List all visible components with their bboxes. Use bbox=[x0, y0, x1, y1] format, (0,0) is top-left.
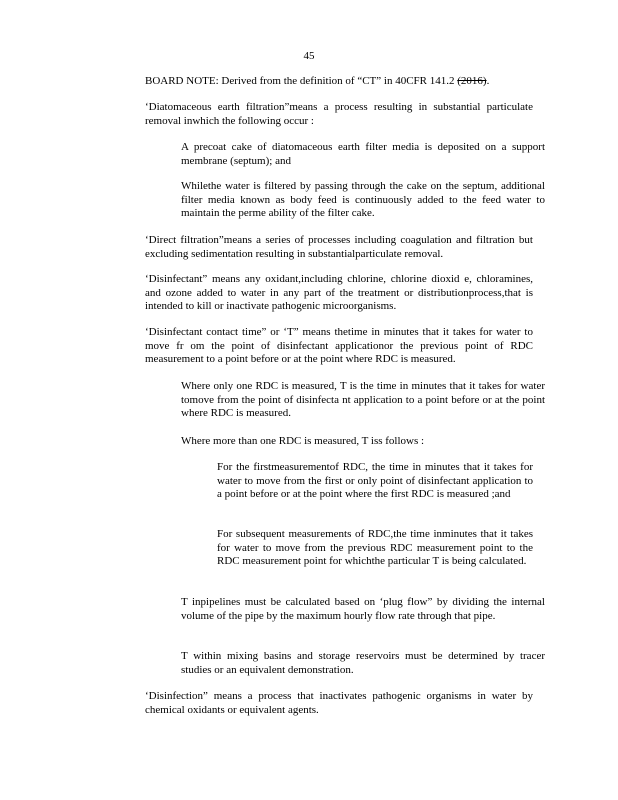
board-note-text: BOARD NOTE: Derived from the definition of “CT” in 40CFR 141.2 bbox=[145, 75, 455, 87]
board-note bbox=[145, 75, 533, 89]
board-note-struck-year: (2016) bbox=[457, 75, 487, 87]
page-number: 45 bbox=[303, 50, 315, 62]
contact-time-more-rdc: Where more than one RDC is measured, T iss follows : bbox=[181, 435, 425, 447]
contact-time-subsequent-measurements: For subsequent measurements of RDC,the time inminutes that it takes for water to move from the previous RDC measurement point to the RDC measurement point for whichthe particular T is being calculated. bbox=[217, 528, 533, 568]
definition-disinfection: ‘Disinfection” means a process that inactivates pathogenic organisms in water by chemical oxidants or equivalent agents. bbox=[145, 690, 533, 716]
diatomaceous-item-precoat: A precoat cake of diatomaceous earth filter media is deposited on a support membrane (septum); and bbox=[181, 141, 545, 167]
contact-time-one-rdc: Where only one RDC is measured, T is the time in minutes that it takes for water tomove from the point of disinfecta nt application to a point before or at the point where RDC is measured. bbox=[181, 380, 545, 420]
board-note-period: . bbox=[486, 75, 490, 87]
definition-diatomaceous-earth-filtration: ‘Diatomaceous earth filtration”means a process resulting in substantial particulate removal inwhich the following occur : bbox=[145, 101, 533, 127]
diatomaceous-item-body-feed: Whilethe water is filtered by passing through the cake on the septum, additional filter media known as body feed is continuously added to the feed water to maintain the perme ability of the filter cake. bbox=[181, 180, 545, 220]
contact-time-mixing-basins: T within mixing basins and storage reservoirs must be determined by tracer studies or an equivalent demonstration. bbox=[181, 650, 545, 676]
definition-disinfectant-contact-time: ‘Disinfectant contact time” or ‘T” means thetime in minutes that it takes for water to move fr om the point of disinfectant applicationor the previous point of RDC measurement to a point before or at the point where RDC is measured. bbox=[145, 326, 533, 366]
contact-time-pipelines: T inpipelines must be calculated based on ‘plug flow” by dividing the internal volume of the pipe by the maximum hourly flow rate through that pipe. bbox=[181, 596, 545, 622]
contact-time-first-measurement: For the firstmeasurementof RDC, the time in minutes that it takes for water to move from the first or only point of disinfectant application to a point before or at the point where the first RDC is measured ;and bbox=[217, 461, 533, 501]
definition-disinfectant: ‘Disinfectant” means any oxidant,including chlorine, chlorine dioxid e, chloramines, and ozone added to water in any part of the treatment or distributionprocess,that is intended to kill or inactivate pathogenic microorganisms. bbox=[145, 273, 533, 313]
definition-direct-filtration: ‘Direct filtration”means a series of processes including coagulation and filtration but excluding sedimentation resulting in substantialparticulate removal. bbox=[145, 234, 533, 260]
